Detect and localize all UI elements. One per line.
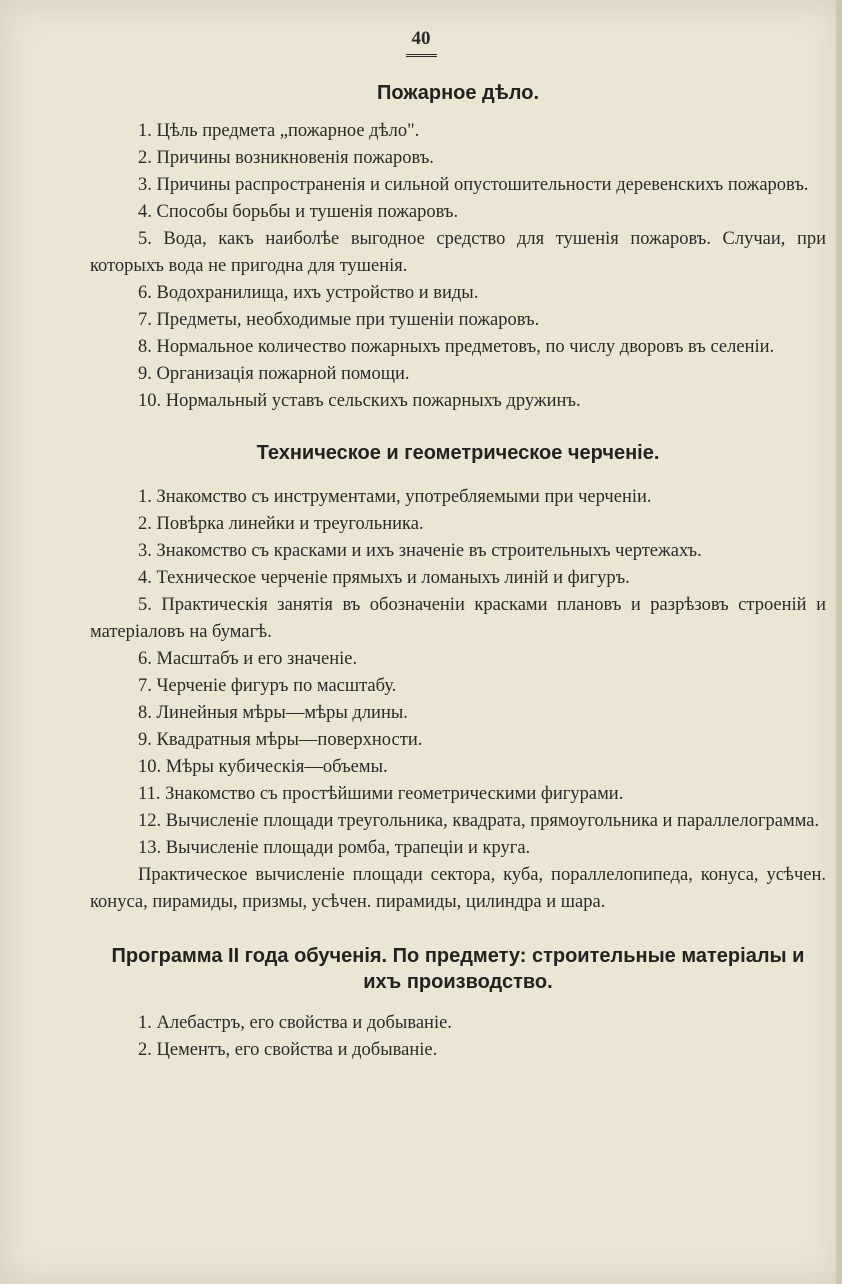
page-number: 40 xyxy=(0,28,842,57)
list-item: 8. Линейныя мѣры—мѣры длины. xyxy=(138,703,408,723)
page-edge xyxy=(836,0,842,1284)
list-item: 9. Организація пожарной помощи. xyxy=(138,364,410,384)
list-item: 6. Водохранилища, ихъ устройство и виды. xyxy=(138,283,479,303)
list-item: 7. Черченіе фигуръ по масштабу. xyxy=(138,676,397,696)
list-item: 5. Практическія занятія въ обозначеніи красками плановъ и разрѣзовъ строеній и матеріаловъ на бумагѣ. xyxy=(90,595,826,642)
section-title-drawing: Техническое и геометрическое черченіе. xyxy=(256,442,660,464)
list-item: 11. Знакомство съ простѣйшими геометрическими фигурами. xyxy=(138,784,624,804)
list-item: 9. Квадратныя мѣры—поверхности. xyxy=(138,730,423,750)
list-item: 3. Причины распространенія и сильной опустошительности деревенскихъ пожаровъ. xyxy=(138,175,809,195)
list-item: 2. Цементъ, его свойства и добываніе. xyxy=(138,1040,438,1060)
list-item: 1. Знакомство съ инструментами, употребляемыми при черченіи. xyxy=(138,487,652,507)
materials-list xyxy=(90,1010,826,1064)
list-item: 10. Мѣры кубическія—объемы. xyxy=(138,757,388,777)
list-item: 3. Знакомство съ красками и ихъ значеніе въ строительныхъ чертежахъ. xyxy=(138,541,702,561)
list-item: 10. Нормальный уставъ сельскихъ пожарныхъ дружинъ. xyxy=(138,391,581,411)
list-item: 5. Вода, какъ наиболѣе выгодное средство для тушенія пожаровъ. Случаи, при которыхъ вода не пригодна для тушенія. xyxy=(90,229,826,276)
list-item: 1. Цѣль предмета „пожарное дѣло". xyxy=(138,121,420,141)
list-item: 2. Повѣрка линейки и треугольника. xyxy=(138,514,424,534)
page-content xyxy=(90,80,826,1064)
list-item: 1. Алебастръ, его свойства и добываніе. xyxy=(138,1013,452,1033)
list-item: 4. Техническое черченіе прямыхъ и ломаныхъ линій и фигуръ. xyxy=(138,568,630,588)
list-item: 8. Нормальное количество пожарныхъ предметовъ, по числу дворовъ въ селеніи. xyxy=(138,337,775,357)
list-item: 6. Масштабъ и его значеніе. xyxy=(138,649,358,669)
list-item: Практическое вычисленіе площади сектора, куба, пораллелопипеда, конуса, усѣчен. конуса, пирамиды, призмы, усѣчен. пирамиды, цилиндра и шара. xyxy=(90,865,826,912)
fire-safety-list xyxy=(90,118,826,415)
section-title-fire-safety: Пожарное дѣло. xyxy=(376,82,540,104)
list-item: 7. Предметы, необходимые при тушеніи пожаровъ. xyxy=(138,310,540,330)
list-item: 4. Способы борьбы и тушенія пожаровъ. xyxy=(138,202,459,222)
drawing-list xyxy=(90,484,826,916)
list-item: 2. Причины возникновенія пожаровъ. xyxy=(138,148,434,168)
list-item: 13. Вычисленіе площади ромба, трапеціи и круга. xyxy=(138,838,531,858)
list-item: 12. Вычисленіе площади треугольника, квадрата, прямоугольника и параллелограмма. xyxy=(138,811,820,831)
section-title-program: Программа II года обученія. По предмету: строительные матеріалы и ихъ производство. xyxy=(111,945,805,993)
